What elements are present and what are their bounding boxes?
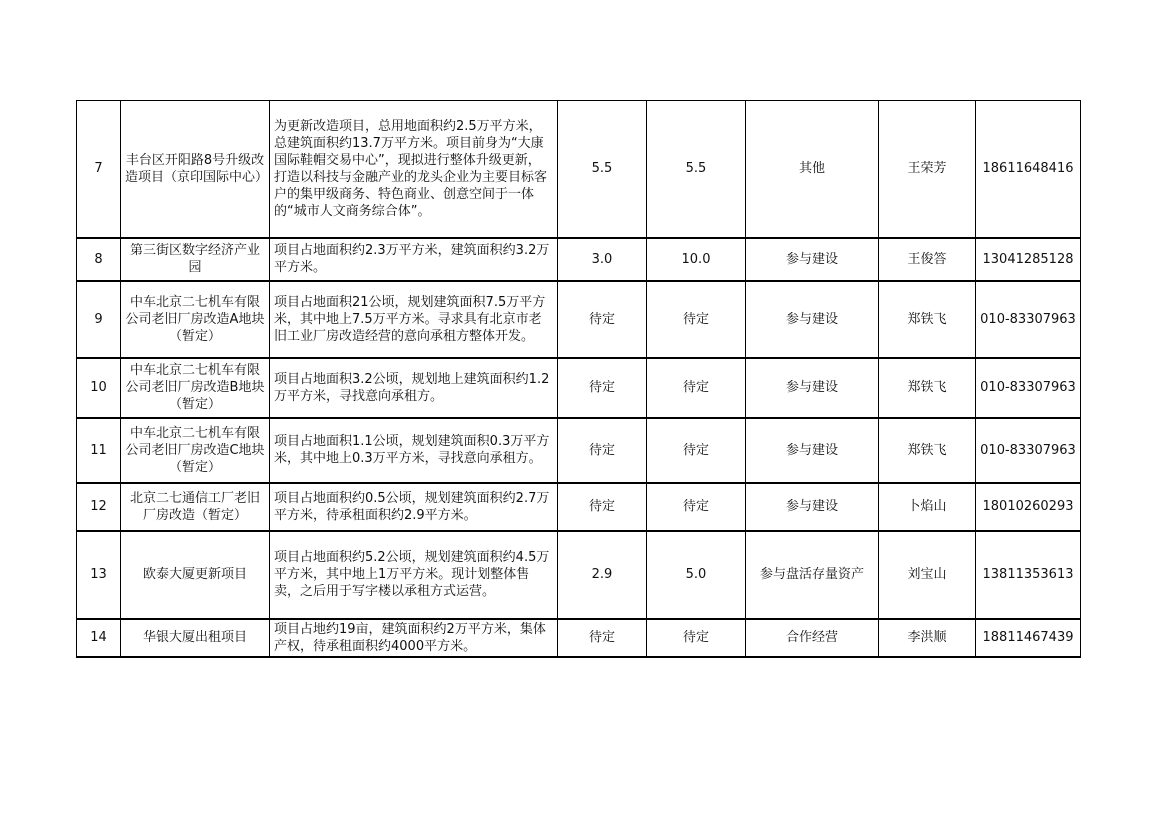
contact-person: 郑铁飞 (879, 281, 976, 358)
row-number: 11 (77, 418, 121, 483)
contact-phone: 010-83307963 (976, 418, 1081, 483)
table-row (77, 418, 1081, 483)
value-2: 待定 (647, 281, 746, 358)
row-number: 8 (77, 238, 121, 281)
value-2: 待定 (647, 483, 746, 531)
contact-person: 王俊答 (879, 238, 976, 281)
value-1: 待定 (558, 619, 647, 657)
contact-phone: 13041285128 (976, 238, 1081, 281)
table-row (77, 619, 1081, 657)
project-description: 项目占地约19亩，建筑面积约2万平方米，集体产权，待承租面积约4000平方米。 (270, 619, 558, 657)
row-number: 12 (77, 483, 121, 531)
project-name: 中车北京二七机车有限公司老旧厂房改造B地块（暂定） (121, 358, 270, 418)
project-description: 项目占地面积约2.3万平方米，建筑面积约3.2万平方米。 (270, 238, 558, 281)
contact-person: 卜焰山 (879, 483, 976, 531)
cooperation-mode: 参与建设 (746, 281, 879, 358)
value-1: 2.9 (558, 531, 647, 619)
value-2: 待定 (647, 418, 746, 483)
value-2: 待定 (647, 619, 746, 657)
contact-phone: 18811467439 (976, 619, 1081, 657)
row-number: 14 (77, 619, 121, 657)
value-2: 5.5 (647, 101, 746, 238)
cooperation-mode: 其他 (746, 101, 879, 238)
table-row (77, 358, 1081, 418)
row-number: 9 (77, 281, 121, 358)
project-description: 项目占地面积约0.5公顷，规划建筑面积约2.7万平方米，待承租面积约2.9平方米。 (270, 483, 558, 531)
contact-phone: 010-83307963 (976, 358, 1081, 418)
value-1: 待定 (558, 358, 647, 418)
table-row (77, 483, 1081, 531)
table-row (77, 281, 1081, 358)
project-description: 项目占地面积约5.2公顷，规划建筑面积约4.5万平方米，其中地上1万平方米。现计划整体售卖，之后用于写字楼以承租方式运营。 (270, 531, 558, 619)
value-1: 待定 (558, 418, 647, 483)
project-name: 北京二七通信工厂老旧厂房改造（暂定） (121, 483, 270, 531)
contact-phone: 13811353613 (976, 531, 1081, 619)
contact-person: 郑铁飞 (879, 418, 976, 483)
project-name: 中车北京二七机车有限公司老旧厂房改造A地块（暂定） (121, 281, 270, 358)
value-2: 10.0 (647, 238, 746, 281)
contact-person: 李洪顺 (879, 619, 976, 657)
project-description: 项目占地面积1.1公顷，规划建筑面积0.3万平方米，其中地上0.3万平方米，寻找意向承租方。 (270, 418, 558, 483)
table-row (77, 531, 1081, 619)
project-name: 第三街区数字经济产业园 (121, 238, 270, 281)
contact-phone: 010-83307963 (976, 281, 1081, 358)
contact-person: 刘宝山 (879, 531, 976, 619)
value-1: 待定 (558, 281, 647, 358)
value-1: 5.5 (558, 101, 647, 238)
table-row (77, 101, 1081, 238)
table-row (77, 238, 1081, 281)
value-1: 待定 (558, 483, 647, 531)
project-name: 华银大厦出租项目 (121, 619, 270, 657)
cooperation-mode: 参与盘活存量资产 (746, 531, 879, 619)
project-table (76, 100, 1081, 658)
contact-person: 王荣芳 (879, 101, 976, 238)
value-2: 待定 (647, 358, 746, 418)
contact-person: 郑铁飞 (879, 358, 976, 418)
project-name: 丰台区开阳路8号升级改造项目（京印国际中心） (121, 101, 270, 238)
cooperation-mode: 合作经营 (746, 619, 879, 657)
row-number: 7 (77, 101, 121, 238)
cooperation-mode: 参与建设 (746, 358, 879, 418)
value-2: 5.0 (647, 531, 746, 619)
project-name: 中车北京二七机车有限公司老旧厂房改造C地块（暂定） (121, 418, 270, 483)
row-number: 10 (77, 358, 121, 418)
project-description: 为更新改造项目，总用地面积约2.5万平方米，总建筑面积约13.7万平方米。项目前身为“大康国际鞋帽交易中心”，现拟进行整体升级更新，打造以科技与金融产业的龙头企业为主要目标客户的集甲级商务、特色商业、创意空间于一体的“城市人文商务综合体”。 (270, 101, 558, 238)
project-description: 项目占地面积21公顷，规划建筑面积7.5万平方米，其中地上7.5万平方米。寻求具有北京市老旧工业厂房改造经营的意向承租方整体开发。 (270, 281, 558, 358)
cooperation-mode: 参与建设 (746, 418, 879, 483)
value-1: 3.0 (558, 238, 647, 281)
contact-phone: 18010260293 (976, 483, 1081, 531)
cooperation-mode: 参与建设 (746, 483, 879, 531)
project-description: 项目占地面积3.2公顷，规划地上建筑面积约1.2万平方米，寻找意向承租方。 (270, 358, 558, 418)
contact-phone: 18611648416 (976, 101, 1081, 238)
cooperation-mode: 参与建设 (746, 238, 879, 281)
row-number: 13 (77, 531, 121, 619)
project-name: 欧泰大厦更新项目 (121, 531, 270, 619)
